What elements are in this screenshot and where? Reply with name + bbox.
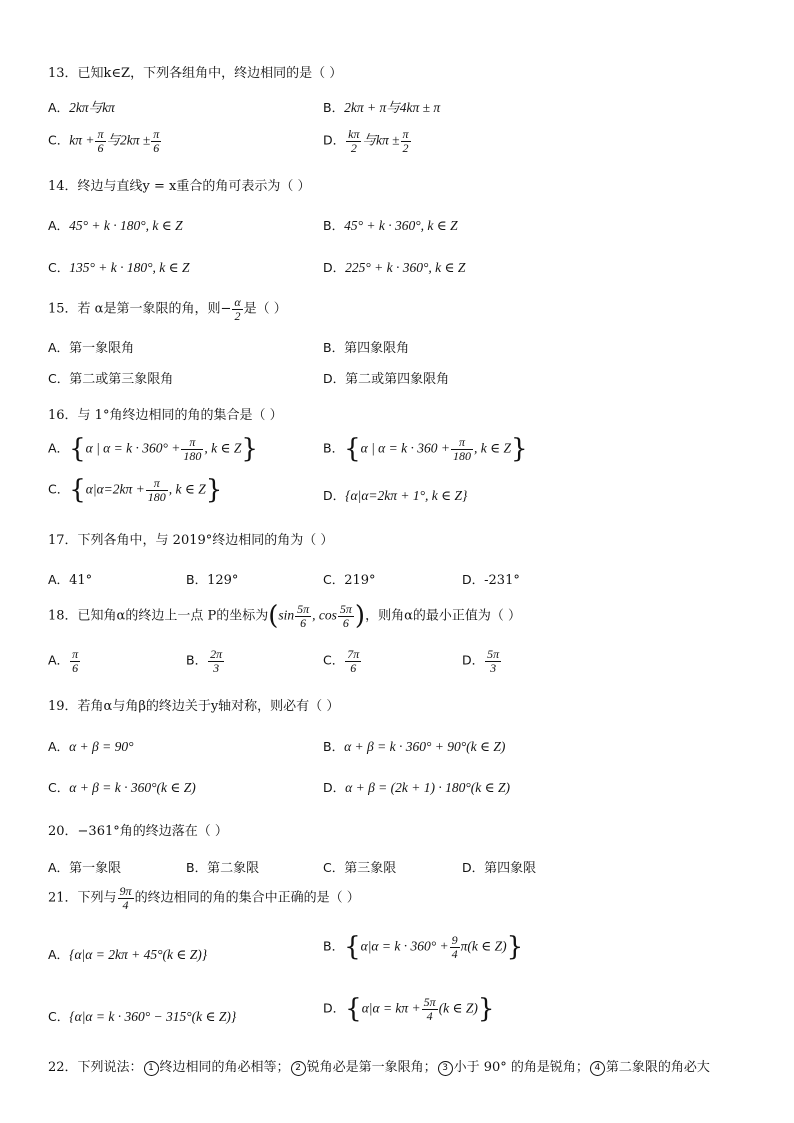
option-text: α + β = (2k + 1) · 180°(k ∈ Z) — [345, 780, 511, 795]
circled-number-3: 3 — [438, 1061, 453, 1076]
q16-option-d[interactable] — [323, 486, 467, 504]
option-text: , k ∈ Z — [473, 440, 511, 456]
question-17-stem: 17．下列各角中，与 2019°终边相同的角为（ ） — [48, 533, 334, 548]
fraction: $\frac{\pi}{2}$ — [402, 127, 409, 155]
option-text: 与2kπ ± — [106, 132, 151, 148]
circled-number-4: 4 — [590, 1061, 605, 1076]
option-text: 第一象限 — [69, 861, 122, 876]
option-text: (k ∈ Z) — [438, 1000, 478, 1016]
option-label: B． — [323, 218, 345, 233]
circled-number-1: 1 — [144, 1061, 159, 1076]
option-label: D． — [323, 1000, 346, 1016]
option-label: D． — [462, 572, 485, 587]
fraction: $\frac{\pi}{6}$ — [72, 647, 79, 675]
option-text: 219° — [344, 573, 376, 588]
q19-option-c[interactable] — [48, 778, 196, 796]
option-text: {α|α = 2kπ + 45°(k ∈ Z)} — [69, 947, 208, 962]
question-16-stem: 16．与 1°角终边相同的角的集合是（ ） — [48, 408, 283, 423]
fraction: $\frac{k\pi}{2}$ — [348, 127, 360, 155]
fraction: $\frac{5\pi}{4}$ — [423, 995, 436, 1023]
option-text: 41° — [69, 573, 93, 588]
option-text: α + β = 90° — [69, 739, 134, 754]
question-14-stem: 14．终边与直线y = x重合的角可表示为（ ） — [48, 179, 311, 194]
option-text: , k ∈ Z — [168, 481, 206, 497]
option-label: A． — [48, 218, 70, 233]
q21-option-d[interactable]: D．{α|α = kπ + $\frac{5\pi}{4}$ (k ∈ Z)} — [323, 994, 495, 1025]
q17-option-d[interactable] — [462, 570, 520, 588]
option-label: A． — [48, 860, 70, 875]
q20-option-b[interactable] — [186, 857, 259, 876]
q19-option-a[interactable] — [48, 737, 134, 755]
q19-option-b[interactable] — [323, 737, 505, 755]
option-text: {α|α = k · 360° − 315°(k ∈ Z)} — [69, 1009, 237, 1024]
q13-option-c[interactable] — [48, 128, 162, 154]
q16-option-a[interactable]: A．{α | α = k · 360° + $\frac{\pi}{180}$ , k ∈ Z} — [48, 434, 258, 465]
option-text: 2kπ与kπ — [69, 100, 115, 115]
fraction: $\frac{5\pi}{6}$ — [297, 602, 310, 630]
q18-option-c[interactable] — [323, 648, 362, 674]
option-text: 与kπ ± — [362, 132, 400, 148]
option-label: D． — [323, 780, 346, 795]
fraction: $\frac{5\pi}{3}$ — [487, 647, 500, 675]
question-21-stem: 21．下列与 $\frac{9\pi}{4}$ 的终边相同的角的集合中正确的是（ ） — [48, 884, 360, 912]
option-label: B． — [186, 860, 208, 875]
q17-option-b[interactable] — [186, 570, 238, 588]
q21-option-a[interactable] — [48, 945, 207, 963]
option-label: B． — [323, 938, 345, 954]
option-label: C． — [48, 132, 70, 148]
option-text: kπ + — [69, 132, 95, 148]
q15-option-b[interactable] — [323, 337, 409, 356]
q20-option-a[interactable] — [48, 857, 121, 876]
option-label: A． — [48, 739, 70, 754]
question-19-stem: 19．若角α与角β的终边关于y轴对称，则必有（ ） — [48, 699, 340, 714]
q15-option-d[interactable] — [323, 368, 449, 387]
option-label: A． — [48, 340, 70, 355]
q14-option-a[interactable] — [48, 216, 183, 234]
option-label: D． — [323, 132, 346, 148]
option-label: A． — [48, 572, 70, 587]
fraction: $\frac{2\pi}{3}$ — [210, 647, 223, 675]
q20-option-c[interactable] — [323, 857, 396, 876]
option-label: C． — [323, 860, 345, 875]
option-text: 225° + k · 360°, k ∈ Z — [345, 260, 466, 275]
option-label: A． — [48, 100, 70, 115]
option-label: A． — [48, 440, 70, 456]
fraction: $\frac{\pi}{6}$ — [97, 127, 104, 155]
option-text: -231° — [484, 573, 520, 588]
option-text: 第四象限角 — [344, 341, 410, 356]
q20-option-d[interactable] — [462, 857, 536, 876]
option-text: 2kπ + π与4kπ ± π — [344, 100, 441, 115]
fraction: $\frac{\pi}{6}$ — [153, 127, 160, 155]
option-text: α | α = k · 360 + — [360, 440, 450, 456]
fraction: $\frac{9\pi}{4}$ — [119, 884, 132, 912]
option-text: α | α = k · 360° + — [85, 440, 181, 456]
q19-option-d[interactable] — [323, 778, 510, 796]
fraction: $\frac{5\pi}{6}$ — [339, 602, 352, 630]
option-text: 45° + k · 180°, k ∈ Z — [69, 218, 183, 233]
option-label: C． — [48, 1009, 70, 1024]
option-text: 第二或第三象限角 — [69, 372, 174, 387]
option-text: 第二或第四象限角 — [345, 372, 450, 387]
q17-option-a[interactable] — [48, 570, 92, 588]
option-text: 135° + k · 180°, k ∈ Z — [69, 260, 190, 275]
fraction: $\frac{\pi}{180}$ — [452, 435, 471, 463]
option-label: D． — [323, 488, 346, 503]
q21-option-c[interactable] — [48, 1007, 236, 1025]
option-text: α|α = k · 360° + — [360, 938, 449, 954]
option-text: 第一象限角 — [69, 341, 135, 356]
fraction: $\frac{\alpha}{2}$ — [234, 295, 241, 323]
option-text: α|α=2kπ + — [85, 481, 145, 497]
option-label: D． — [323, 371, 346, 386]
question-15-stem: 15．若 α是第一象限的角，则− $\frac{\alpha}{2}$ 是（ ） — [48, 295, 287, 323]
q16-option-c[interactable]: C．{α|α=2kπ + $\frac{\pi}{180}$ , k ∈ Z} — [48, 475, 223, 506]
q21-option-b[interactable]: B．{α|α = k · 360° + $\frac{9}{4}$ π(k ∈ Z)} — [323, 932, 524, 963]
option-label: C． — [48, 371, 70, 386]
option-label: D． — [462, 652, 485, 668]
q14-option-c[interactable] — [48, 258, 190, 276]
option-label: A． — [48, 652, 70, 668]
question-18-stem: 18．已知角α的终边上一点 P的坐标为(sin $\frac{5\pi}{6}$ , cos $\frac{5\pi}{6}$ )，则角α的最小正值为（ ） — [48, 601, 521, 632]
option-label: A． — [48, 947, 70, 962]
q15-option-a[interactable] — [48, 337, 134, 356]
option-label: C． — [48, 481, 70, 497]
option-label: C． — [48, 780, 70, 795]
option-text: α + β = k · 360° + 90°(k ∈ Z) — [344, 739, 506, 754]
option-text: {α|α=2kπ + 1°, k ∈ Z} — [345, 488, 468, 503]
option-label: D． — [462, 860, 485, 875]
q14-option-d[interactable] — [323, 258, 465, 276]
option-label: B． — [323, 340, 345, 355]
q13-option-d[interactable] — [323, 128, 412, 154]
option-label: B． — [323, 100, 345, 115]
q18-option-d[interactable] — [462, 648, 502, 674]
q15-option-c[interactable] — [48, 368, 173, 387]
option-label: B． — [186, 652, 208, 668]
option-label: D． — [323, 260, 346, 275]
option-label: B． — [323, 739, 345, 754]
option-label: C． — [323, 572, 345, 587]
circled-number-2: 2 — [291, 1061, 306, 1076]
option-text: 45° + k · 360°, k ∈ Z — [344, 218, 458, 233]
fraction: $\frac{\pi}{180}$ — [183, 435, 202, 463]
option-label: B． — [323, 440, 345, 456]
question-22-stem: 22．下列说法： 1 终边相同的角必相等； 2 锐角必是第一象限角； 3 小于 90° 的角是锐角； 4 第二象限的角必大 — [48, 1060, 710, 1075]
q14-option-b[interactable] — [323, 216, 458, 234]
option-text: 第二象限 — [207, 861, 260, 876]
option-text: 129° — [207, 573, 239, 588]
option-label: B． — [186, 572, 208, 587]
option-text: 第四象限 — [484, 861, 537, 876]
option-text: α|α = kπ + — [361, 1000, 421, 1016]
option-text: 第三象限 — [344, 861, 397, 876]
option-text: α + β = k · 360°(k ∈ Z) — [69, 780, 196, 795]
option-text: , k ∈ Z — [204, 440, 242, 456]
question-20-stem: 20．−361°角的终边落在（ ） — [48, 824, 228, 839]
question-13-stem: 13．已知k∈Z，下列各组角中，终边相同的是（ ） — [48, 66, 343, 81]
q13-option-b[interactable] — [323, 96, 440, 116]
option-label: C． — [323, 652, 345, 668]
q18-option-b[interactable] — [186, 648, 225, 674]
option-label: C． — [48, 260, 70, 275]
q17-option-c[interactable] — [323, 570, 376, 588]
q13-option-a[interactable] — [48, 96, 115, 116]
q16-option-b[interactable]: B．{α | α = k · 360 + $\frac{\pi}{180}$ , k ∈ Z} — [323, 434, 528, 465]
fraction: $\frac{\pi}{180}$ — [147, 476, 166, 504]
option-text: π(k ∈ Z) — [460, 938, 507, 954]
fraction: $\frac{9}{4}$ — [451, 933, 458, 961]
q18-option-a[interactable] — [48, 648, 81, 674]
fraction: $\frac{7\pi}{6}$ — [347, 647, 360, 675]
